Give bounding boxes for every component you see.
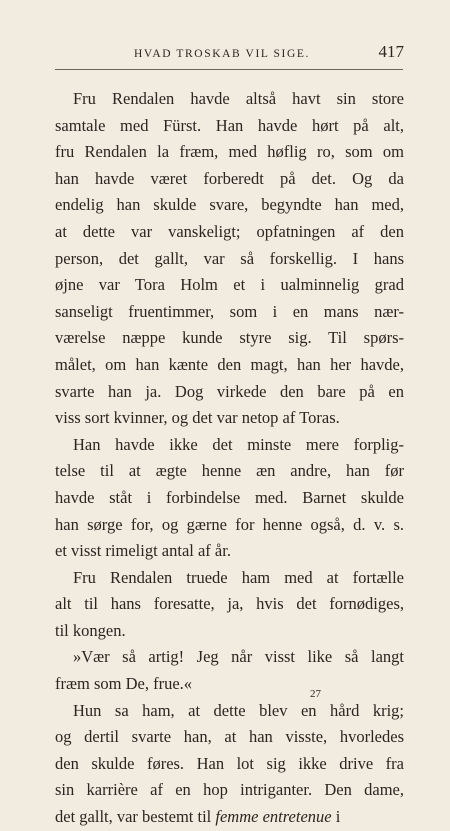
- text-line: fræm som De, frue.«: [55, 674, 193, 694]
- text-line: viss sort kvinner, og det var netop af Toras.: [55, 408, 340, 428]
- text-line: sanseligt fruentimmer, som i en mans nær-: [55, 301, 404, 321]
- final-line-before: det gallt, var bestemt til: [55, 807, 216, 827]
- text-line: målet, om han kænte den magt, han her havde,: [55, 354, 404, 374]
- text-line: øjne var Tora Holm et i ualminnelig grad: [55, 275, 404, 295]
- text-line: Fru Rendalen truede ham med at fortælle: [73, 567, 404, 587]
- text-line: telse til at ægte henne æn andre, han før: [55, 461, 404, 481]
- body-text: [55, 86, 404, 831]
- text-line: og dertil svarte han, at han visste, hvorledes: [55, 727, 404, 747]
- text-line: han sørge for, og gærne for henne også, d. v. s.: [55, 514, 404, 534]
- text-line: værelse næppe kunde styre sig. Til spørs-: [55, 328, 404, 348]
- final-line-emphasis: femme entretenue: [215, 807, 332, 827]
- running-head: HVAD TROSKAB VIL SIGE.: [134, 48, 310, 60]
- text-line: endelig han skulde svare, begyndte han med,: [55, 195, 404, 215]
- header-rule: [55, 69, 403, 70]
- text-line: samtale med Fürst. Han havde hørt på alt,: [55, 115, 404, 135]
- text-line: sin karrière af en hop intriganter. Den dame,: [55, 780, 404, 800]
- text-line: han havde været forberedt på det. Og da: [55, 168, 404, 188]
- text-line: »Vær så artig! Jeg når visst like så langt: [73, 647, 404, 667]
- text-line: Fru Rendalen havde altså havt sin store: [73, 89, 404, 108]
- text-line: person, det gallt, var så forskellig. I hans: [55, 248, 404, 268]
- text-line: svarte han ja. Dog virkede den bare på en: [55, 381, 404, 401]
- final-line-after: i: [331, 807, 341, 827]
- text-line: til kongen.: [55, 620, 126, 640]
- text-lines: [55, 86, 404, 804]
- text-line: Hun sa ham, at dette blev en hård krig;: [73, 700, 404, 720]
- text-line: fru Rendalen la fræm, med høflig ro, som om: [55, 142, 404, 162]
- text-line-final: [55, 804, 404, 831]
- text-line: havde ståt i forbindelse med. Barnet skulde: [55, 487, 404, 507]
- text-line: at dette var vanskeligt; opfatningen af den: [55, 221, 404, 241]
- text-line: et visst rimeligt antal af år.: [55, 541, 231, 561]
- page-header: [60, 42, 410, 66]
- text-line: den skulde føres. Han lot sig ikke drive fra: [55, 753, 404, 773]
- text-line: alt til hans foresatte, ja, hvis det fornødiges,: [55, 594, 404, 614]
- text-line: Han havde ikke det minste mere forplig-: [73, 434, 404, 454]
- signature-mark: 27: [310, 688, 321, 700]
- page-number: 417: [378, 42, 404, 61]
